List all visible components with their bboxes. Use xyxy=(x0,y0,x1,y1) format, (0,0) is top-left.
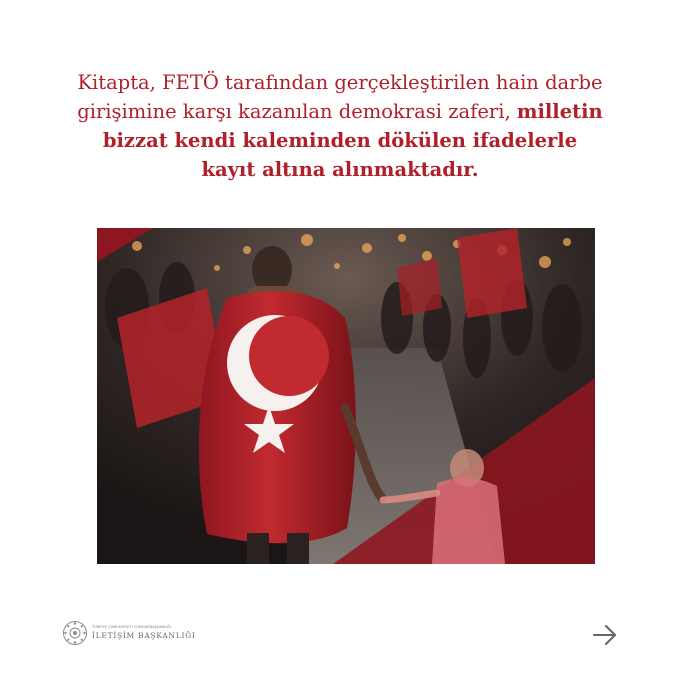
emblem-icon xyxy=(62,620,88,646)
photo-frame xyxy=(97,228,595,564)
headline-text xyxy=(60,68,620,184)
headline-line-2: girişimine karşı kazanılan demokrasi zaferi, milletin xyxy=(77,100,603,123)
headline-line-3: bizzat kendi kaleminden dökülen ifadelerle xyxy=(102,129,578,152)
institution-logo xyxy=(62,620,196,648)
rally-photo xyxy=(97,228,595,564)
logo-title: İLETİŞİM BAŞKANLIĞI xyxy=(92,631,196,640)
logo-subtitle: TÜRKİYE CUMHURİYETİ CUMHURBAŞKANLIĞI xyxy=(92,625,172,629)
arrow-right-icon[interactable] xyxy=(590,620,620,650)
headline-line-1: Kitapta, FETÖ tarafından gerçekleştirilen hain darbe xyxy=(77,71,603,94)
headline-line-4: kayıt altına alınmaktadır. xyxy=(201,158,479,181)
